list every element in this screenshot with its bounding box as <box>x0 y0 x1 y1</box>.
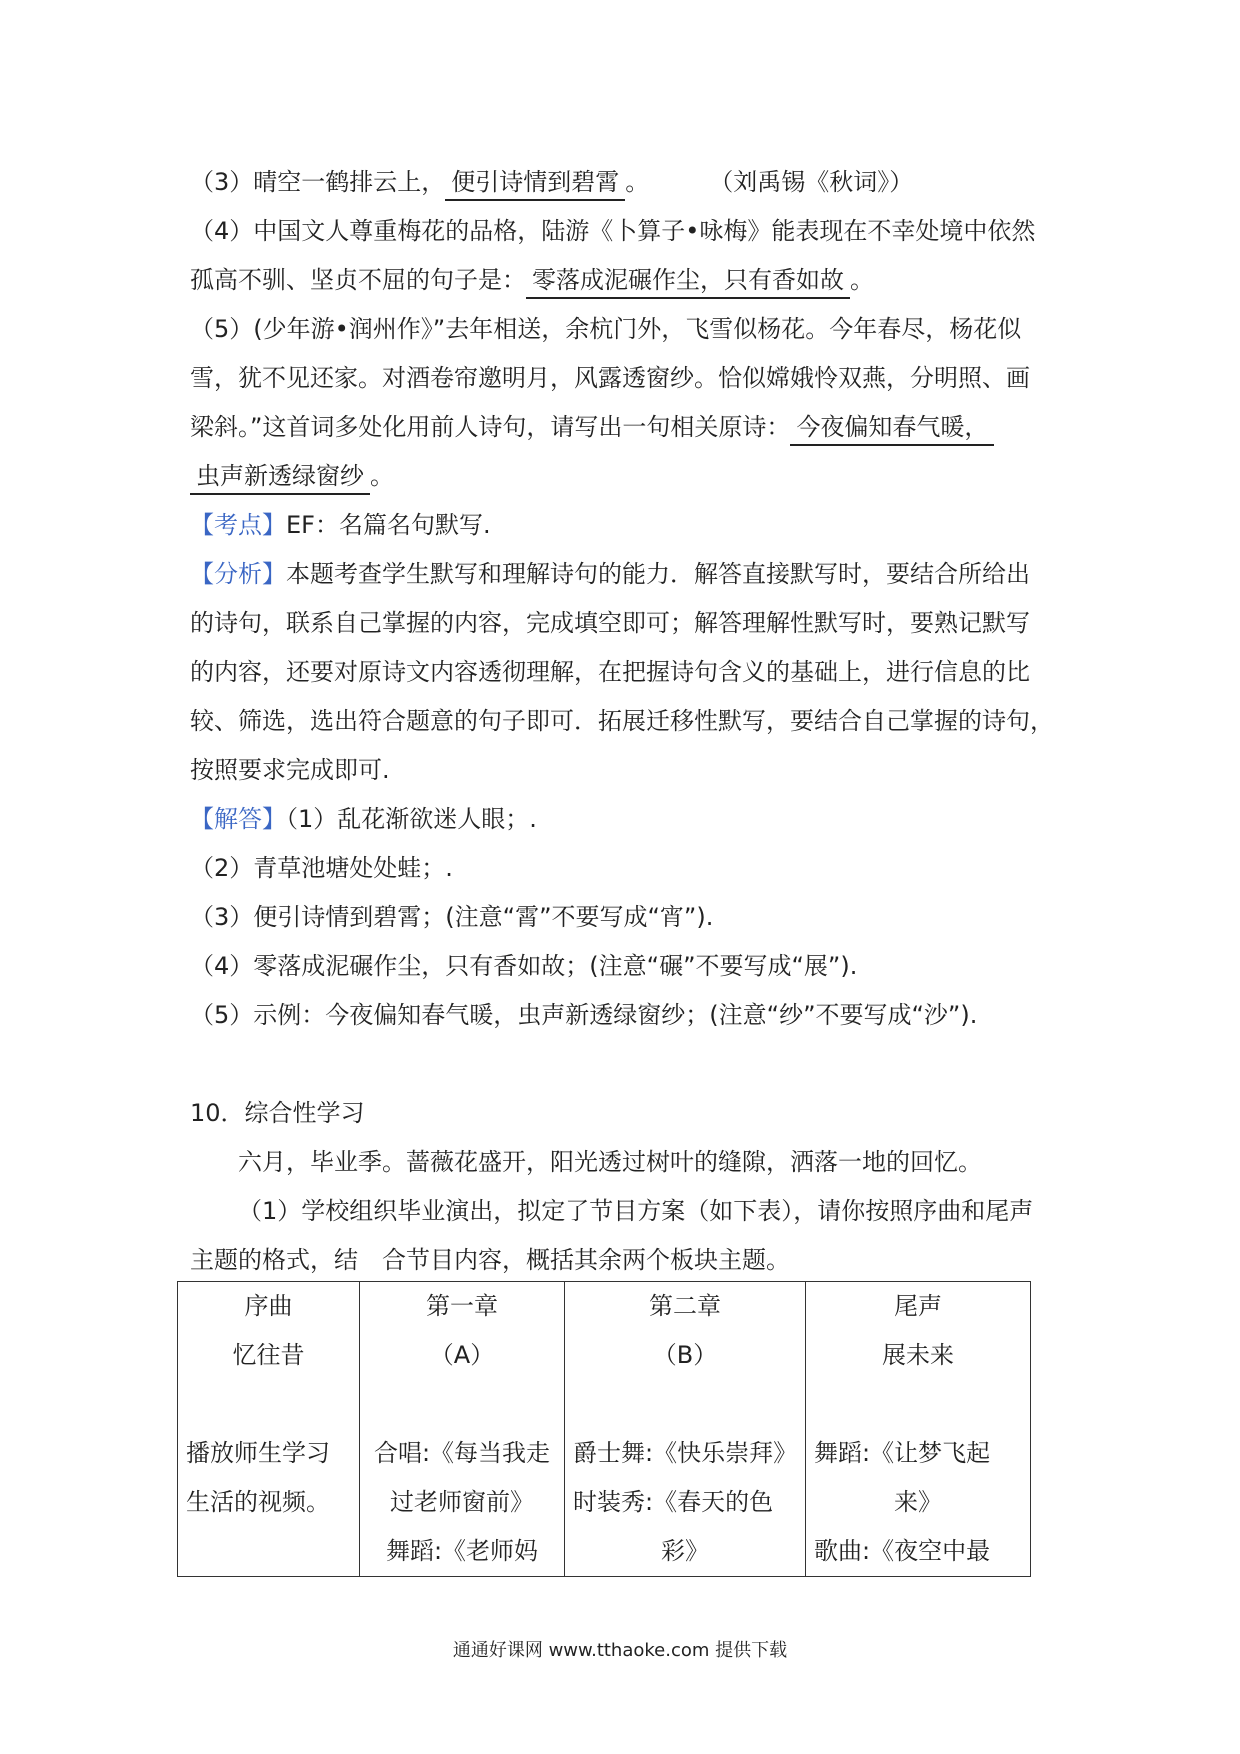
q10-part1-line1: （1）学校组织毕业演出，拟定了节目方案（如下表），请你按照序曲和尾声 <box>238 1197 1034 1225</box>
table-row <box>178 1282 1031 1577</box>
fenxi-line3: 的内容，还要对原诗文内容透彻理解，在把握诗句含义的基础上，进行信息的比 <box>190 658 1030 686</box>
jieda-line3: （3）便引诗情到碧霄；(注意“霄”不要写成“宵”). <box>190 903 714 931</box>
q9-line4a: （4）中国文人尊重梅花的品格，陆游《卜算子•咏梅》能表现在不幸处境中依然 <box>190 217 1036 245</box>
fenxi-line1: 【分析】本题考查学生默写和理解诗句的能力．解答直接默写时，要结合所给出 <box>190 560 1030 588</box>
jieda-line5: （5）示例：今夜偏知春气暖，虫声新透绿窗纱；(注意“纱”不要写成“沙”). <box>190 1001 978 1029</box>
q10-intro: 六月，毕业季。蔷薇花盛开，阳光透过树叶的缝隙，洒落一地的回忆。 <box>238 1148 982 1176</box>
fenxi-line5: 按照要求完成即可. <box>190 756 390 784</box>
table-cell-prelude: 序曲 忆往昔 播放师生学习 生活的视频。 <box>178 1282 360 1577</box>
q9-line5d: 虫声新透绿窗纱 。 <box>190 452 1070 501</box>
q9-line5b: 雪，犹不见还家。对酒卷帘邀明月，风露透窗纱。恰似嫦娥怜双燕，分明照、画 <box>190 364 1030 392</box>
q10-title: 10．综合性学习 <box>190 1099 365 1127</box>
jieda-line4: （4）零落成泥碾作尘，只有香如故；(注意“碾”不要写成“展”). <box>190 952 858 980</box>
jieda-line1: 【解答】（1）乱花渐欲迷人眼；. <box>190 805 537 833</box>
q9-line3: （3）晴空一鹤排云上， 便引诗情到碧霄 。 （刘禹锡《秋词》） <box>190 158 1070 207</box>
kaodian-tag: 【考点】 <box>190 511 286 539</box>
q9-line5c: 梁斜。”这首词多处化用前人诗句，请写出一句相关原诗： 今夜偏知春气暖， <box>190 403 1070 452</box>
fenxi-line4: 较、筛选，选出符合题意的句子即可．拓展迁移性默写，要结合自己掌握的诗句， <box>190 707 1054 735</box>
table-cell-chapter1: 第一章 （A） 合唱:《每当我走 过老师窗前》 舞蹈:《老师妈 <box>360 1282 565 1577</box>
q9-line5a: （5）(少年游•润州作》”去年相送，余杭门外，飞雪似杨花。今年春尽，杨花似 <box>190 315 1022 343</box>
answer-blank: 虫声新透绿窗纱 <box>190 459 370 495</box>
fenxi-tag: 【分析】 <box>190 560 286 588</box>
fenxi-line2: 的诗句，联系自己掌握的内容，完成填空即可；解答理解性默写时，要熟记默写 <box>190 609 1030 637</box>
answer-blank: 零落成泥碾作尘，只有香如故 <box>526 263 850 299</box>
answer-blank: 今夜偏知春气暖， <box>790 410 994 446</box>
kaodian-line: 【考点】EF：名篇名句默写. <box>190 511 491 539</box>
program-table <box>177 1281 1031 1577</box>
document-body <box>190 158 1070 1285</box>
q9-line4b: 孤高不驯、坚贞不屈的句子是： 零落成泥碾作尘，只有香如故 。 <box>190 256 1070 305</box>
jieda-line2: （2）青草池塘处处蛙；. <box>190 854 453 882</box>
table-cell-epilogue: 尾声 展未来 舞蹈:《让梦飞起 来》 歌曲:《夜空中最 <box>806 1282 1031 1577</box>
table-cell-chapter2: 第二章 （B） 爵士舞:《快乐崇拜》 时装秀:《春天的色 彩》 <box>565 1282 806 1577</box>
jieda-tag: 【解答】 <box>190 805 286 833</box>
q10-part1-line2: 主题的格式，结 合节目内容，概括其余两个板块主题。 <box>190 1246 790 1274</box>
page-footer: 通通好课网 www.tthaoke.com 提供下载 <box>452 1640 788 1661</box>
answer-blank: 便引诗情到碧霄 <box>445 165 625 201</box>
